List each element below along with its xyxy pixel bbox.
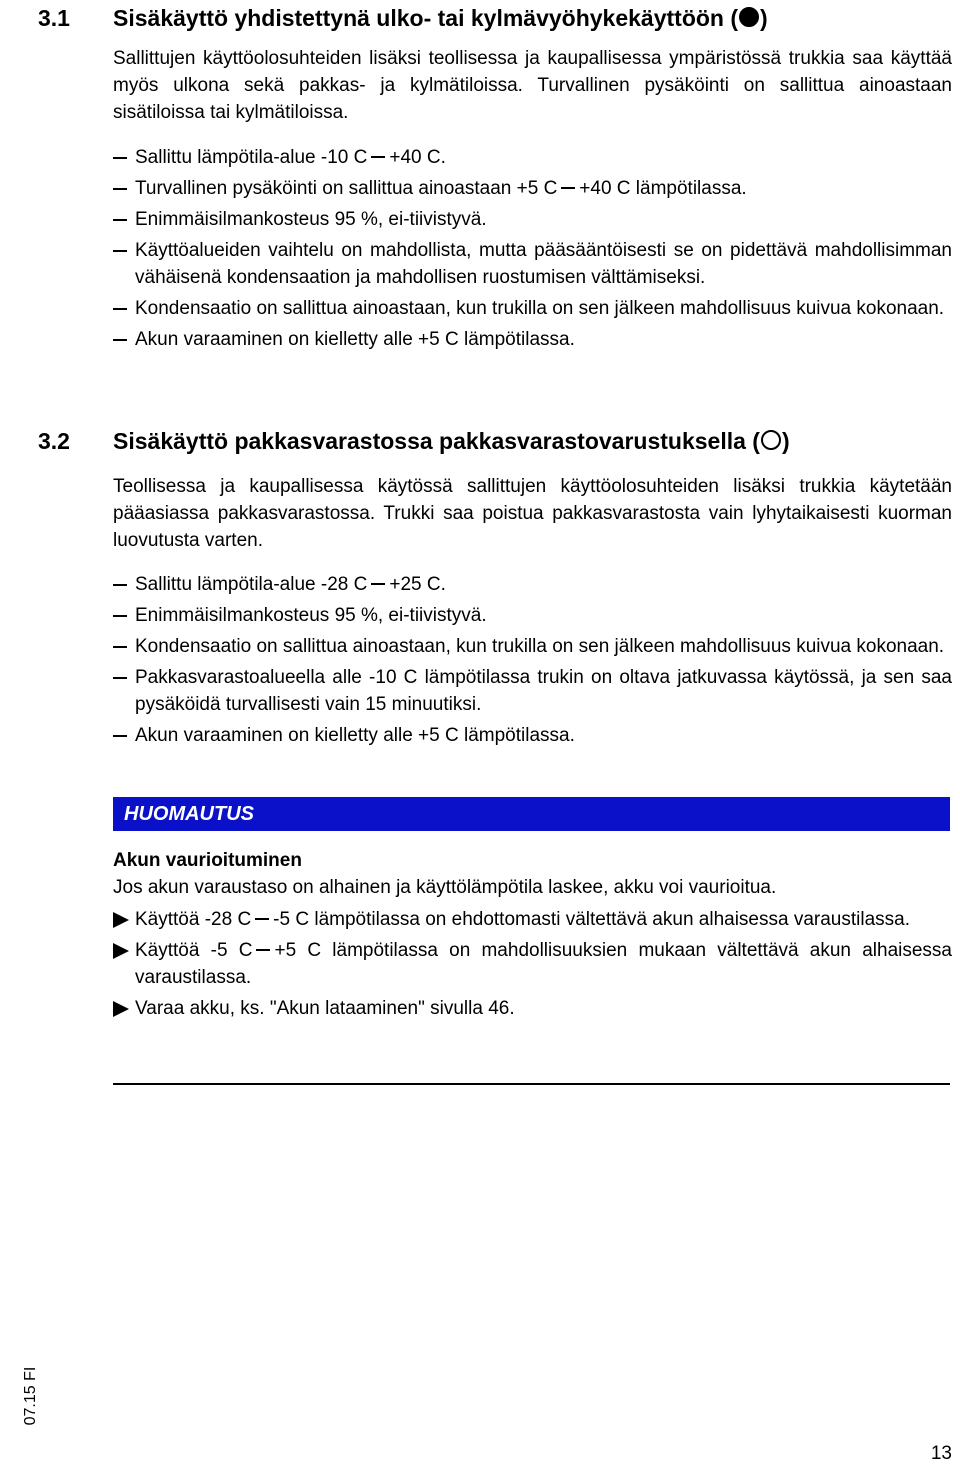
requirements-list bbox=[113, 144, 952, 357]
filled-circle-icon bbox=[739, 7, 759, 27]
dash-icon bbox=[255, 918, 269, 920]
notice-title: Akun vaurioituminen bbox=[113, 850, 302, 871]
section-heading-3-1 bbox=[38, 4, 948, 32]
section-title-end: ) bbox=[760, 5, 768, 31]
section-number: 3.1 bbox=[38, 5, 70, 31]
list-item: Käyttöä -5 C +5 C lämpötilassa on mahdollisuuksien mukaan vältettävä akun alhaisessa varaustilassa. bbox=[113, 937, 952, 991]
list-item: Pakkasvarastoalueella alle -10 C lämpötilassa trukin on oltava jatkuvassa käytössä, ja sen saa pysäköidä turvallisesti vain 15 minuutiksi. bbox=[113, 664, 952, 718]
list-item: Käyttöalueiden vaihtelu on mahdollista, mutta pääsääntöisesti se on pidettävä mahdollisimman vähäisenä kondensaation ja mahdollisen ruostumisen välttämiseksi. bbox=[113, 237, 952, 291]
dash-icon bbox=[371, 156, 385, 158]
section-title-end: ) bbox=[781, 428, 790, 454]
list-item: Enimmäisilmankosteus 95 %, ei-tiivistyvä. bbox=[113, 206, 952, 233]
section-title: Sisäkäyttö yhdistettynä ulko- tai kylmävyöhykekäyttöön ( bbox=[113, 5, 739, 31]
notice-steps bbox=[113, 906, 952, 1026]
list-item: Enimmäisilmankosteus 95 %, ei-tiivistyvä. bbox=[113, 602, 952, 629]
list-item: Kondensaatio on sallittua ainoastaan, kun trukilla on sen jälkeen mahdollisuus kuivua kokonaan. bbox=[113, 633, 952, 660]
dash-icon bbox=[256, 949, 270, 951]
section-title: Sisäkäyttö pakkasvarastossa pakkasvarastovarustuksella ( bbox=[113, 428, 760, 454]
divider bbox=[113, 1083, 950, 1085]
page-number: 13 bbox=[930, 1443, 952, 1464]
section-heading-3-2 bbox=[38, 427, 948, 455]
section-number: 3.2 bbox=[38, 428, 70, 454]
section-intro: Teollisessa ja kaupallisessa käytössä sallittujen käyttöolosuhteiden lisäksi trukkia käytetään pääasiassa pakkasvarastossa. Trukki saa poistua pakkasvarastosta vain lyhytaikaisesti kuorman luovutusta varten. bbox=[113, 476, 952, 551]
requirements-list bbox=[113, 571, 952, 753]
list-item: Kondensaatio on sallittua ainoastaan, kun trukilla on sen jälkeen mahdollisuus kuivua kokonaan. bbox=[113, 295, 952, 322]
list-item: Akun varaaminen on kielletty alle +5 C lämpötilassa. bbox=[113, 326, 952, 353]
list-item: Varaa akku, ks. "Akun lataaminen" sivulla 46. bbox=[113, 995, 952, 1022]
list-item: Käyttöä -28 C -5 C lämpötilassa on ehdottomasti vältettävä akun alhaisessa varaustilassa. bbox=[113, 906, 952, 933]
list-item: Sallittu lämpötila-alue -28 C +25 C. bbox=[113, 571, 952, 598]
hollow-circle-icon bbox=[761, 430, 781, 450]
notice-banner: HUOMAUTUS bbox=[113, 797, 950, 831]
list-item: Sallittu lämpötila-alue -10 C +40 C. bbox=[113, 144, 952, 171]
list-item: Turvallinen pysäköinti on sallittua ainoastaan +5 C +40 C lämpötilassa. bbox=[113, 175, 952, 202]
notice-body: Jos akun varaustaso on alhainen ja käyttölämpötila laskee, akku voi vaurioitua. bbox=[113, 877, 777, 898]
section-intro: Sallittujen käyttöolosuhteiden lisäksi teollisessa ja kaupallisessa ympäristössä trukkia saa käyttää myös ulkona sekä pakkas- ja kylmätiloissa. Turvallinen pysäköinti on sallittua ainoastaan sisätiloissa tai kylmätiloissa. bbox=[113, 48, 952, 123]
dash-icon bbox=[561, 187, 575, 189]
document-code: 07.15 FI bbox=[22, 1366, 39, 1426]
dash-icon bbox=[371, 583, 385, 585]
list-item: Akun varaaminen on kielletty alle +5 C lämpötilassa. bbox=[113, 722, 952, 749]
